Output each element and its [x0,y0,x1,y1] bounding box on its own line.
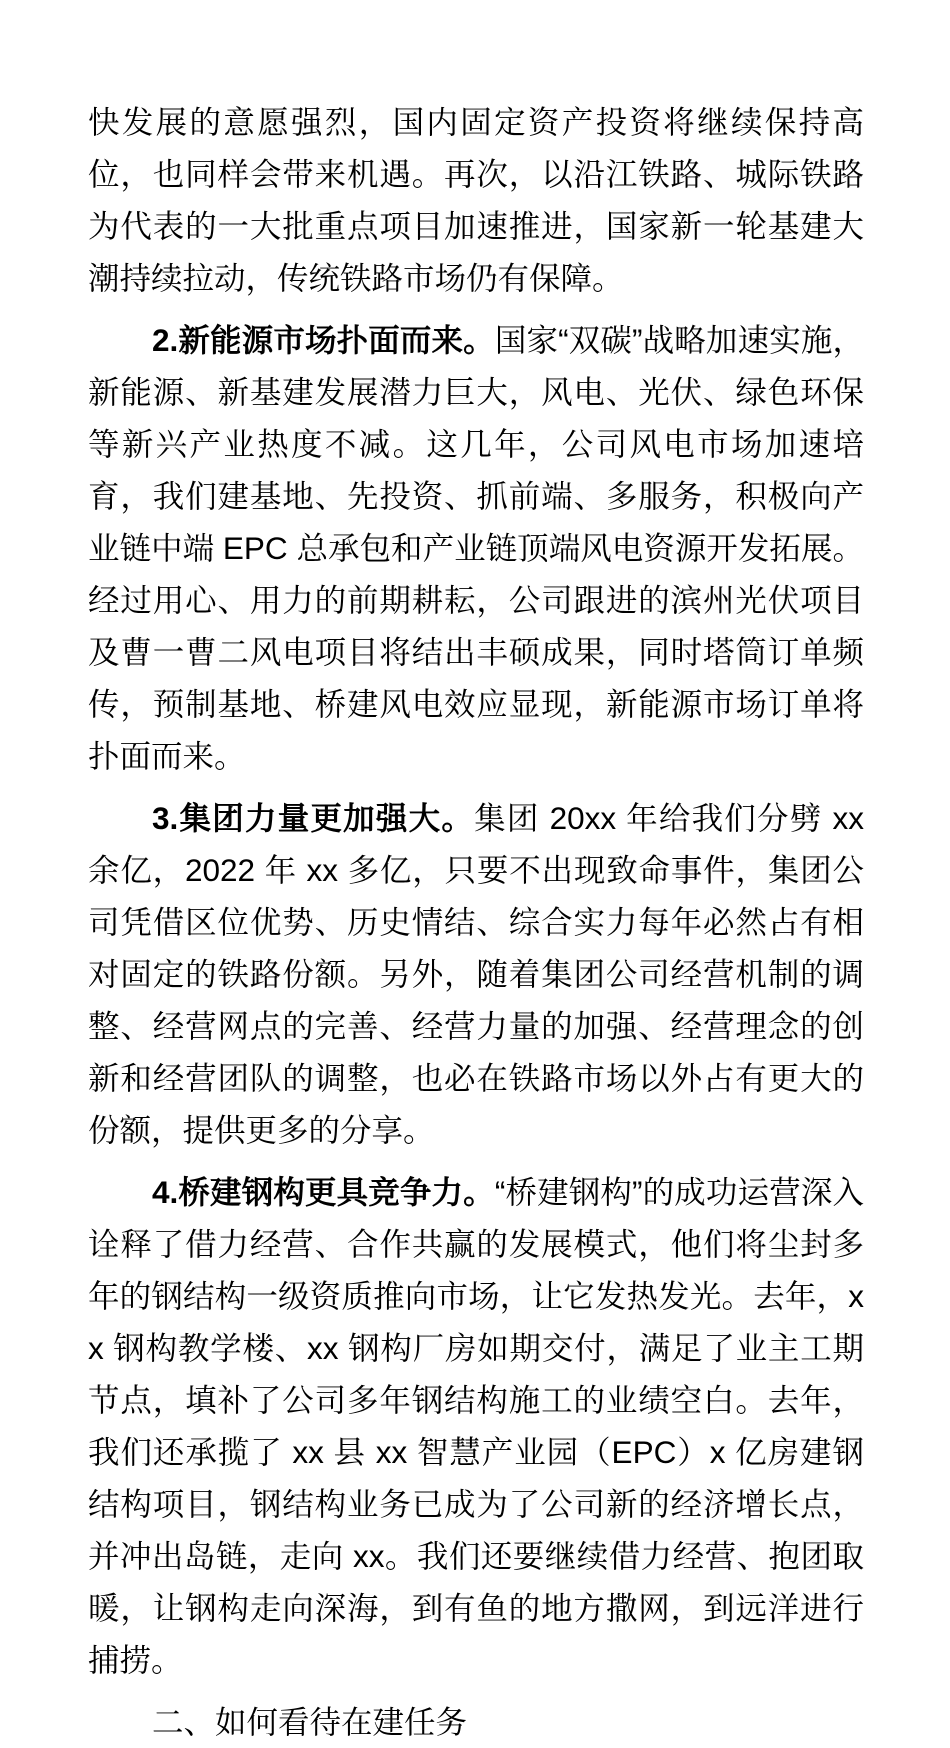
paragraph-section-2 [88,314,864,782]
section-4-text: “桥建钢构”的成功运营深入诠释了借力经营、合作共赢的发展模式，他们将尘封多年的钢结构一级资质推向市场，让它发热发光。去年，xx 钢构教学楼、xx 钢构厂房如期交付，满足了业主工期节点，填补了公司多年钢结构施工的业绩空白。去年，我们还承揽了 xx 县 xx 智慧产业园（EPC）x 亿房建钢结构项目，钢结构业务已成为了公司新的经济增长点，并冲出岛链，走向 xx。我们还要继续借力经营、抱团取暖，让钢构走向深海，到有鱼的地方撒网，到远洋进行捕捞。 [88,1174,864,1678]
section-4-lead: 4.桥建钢构更具竞争力。 [152,1174,495,1210]
section-heading-two [88,1696,864,1748]
paragraph-continuation [88,96,864,304]
section-2-lead: 2.新能源市场扑面而来。 [152,322,495,358]
section-3-lead: 3.集团力量更加强大。 [152,800,475,836]
paragraph-text: 快发展的意愿强烈，国内固定资产投资将继续保持高位，也同样会带来机遇。再次，以沿江铁路、城际铁路为代表的一大批重点项目加速推进，国家新一轮基建大潮持续拉动，传统铁路市场仍有保障。 [88,104,864,296]
section-3-text: 集团 20xx 年给我们分劈 xx 余亿，2022 年 xx 多亿，只要不出现致命事件，集团公司凭借区位优势、历史情结、综合实力每年必然占有相对固定的铁路份额。另外，随着集团公司经营机制的调整、经营网点的完善、经营力量的加强、经营理念的创新和经营团队的调整，也必在铁路市场以外占有更大的份额，提供更多的分享。 [88,800,864,1148]
document-body [88,96,864,1748]
paragraph-section-3 [88,792,864,1156]
paragraph-section-4 [88,1166,864,1686]
section-heading-two-text: 二、如何看待在建任务 [152,1704,468,1740]
section-2-text: 国家“双碳”战略加速实施，新能源、新基建发展潜力巨大，风电、光伏、绿色环保等新兴产业热度不减。这几年，公司风电市场加速培育，我们建基地、先投资、抓前端、多服务，积极向产业链中端 EPC 总承包和产业链顶端风电资源开发拓展。经过用心、用力的前期耕耘，公司跟进的滨州光伏项目及曹一曹二风电项目将结出丰硕成果，同时塔筒订单频传，预制基地、桥建风电效应显现，新能源市场订单将扑面而来。 [88,322,864,774]
